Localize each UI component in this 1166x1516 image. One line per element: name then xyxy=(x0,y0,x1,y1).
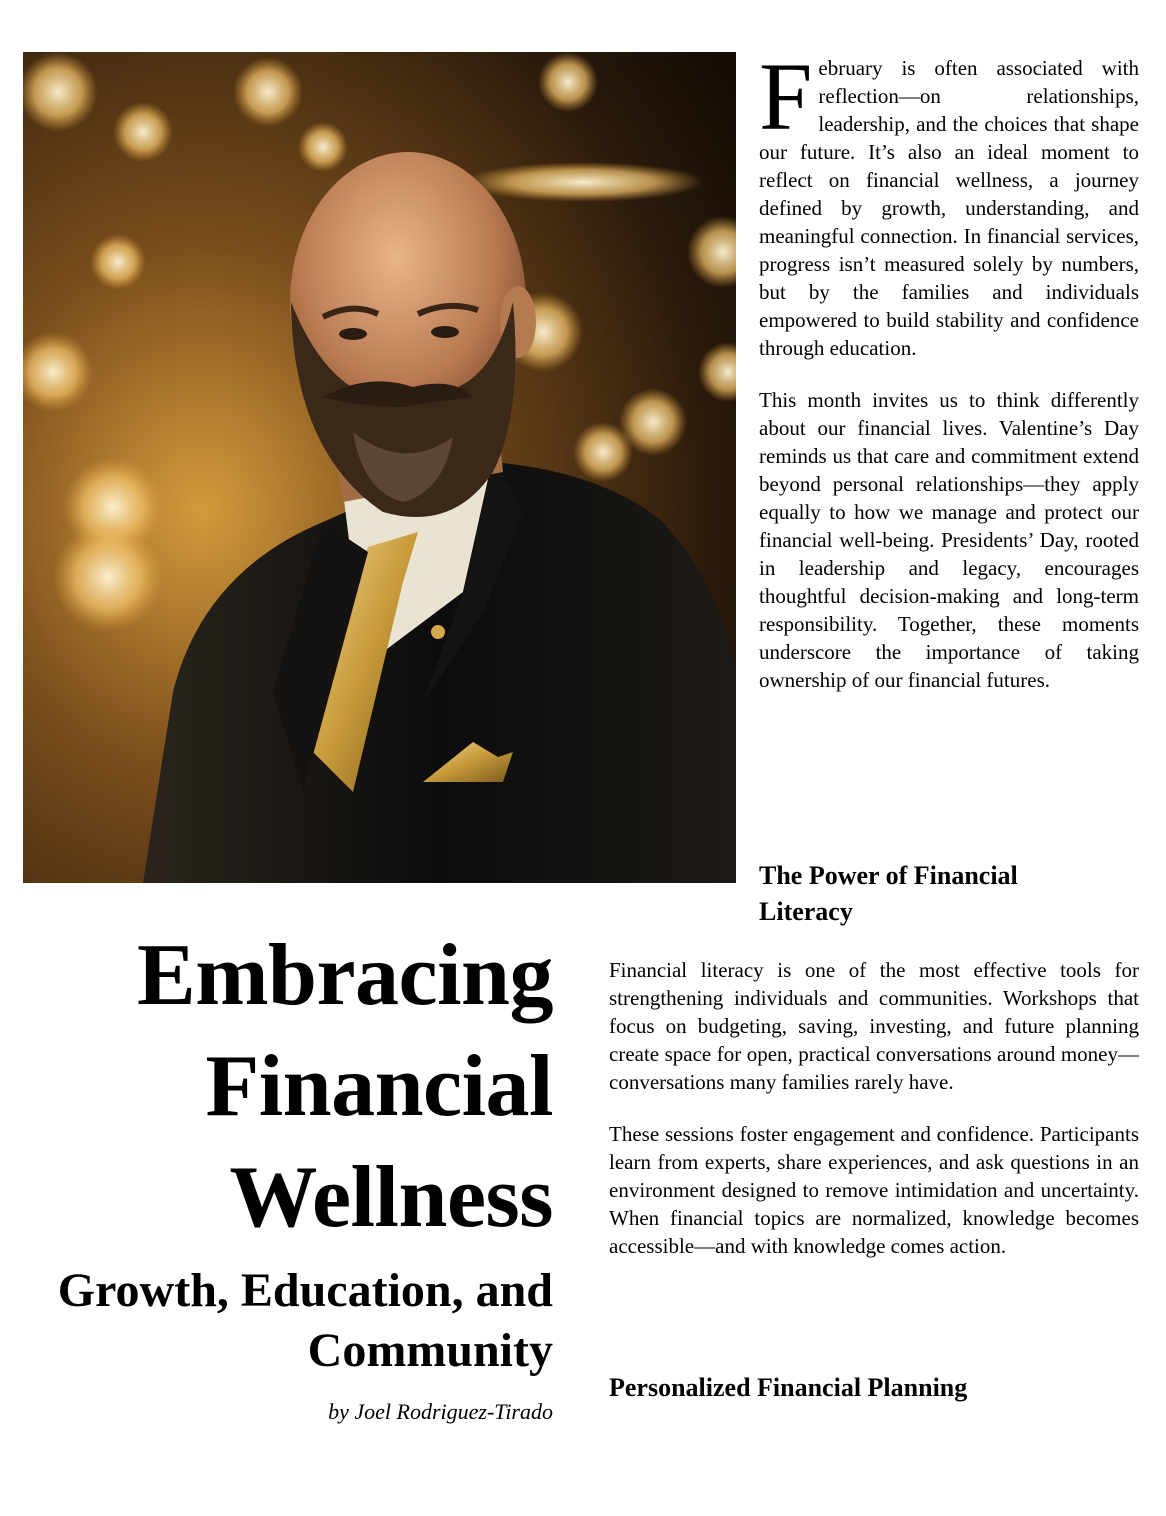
portrait-photo xyxy=(23,52,736,883)
section-heading-financial-literacy: The Power of Financial Literacy xyxy=(759,861,1018,926)
financial-literacy-column xyxy=(609,956,1139,1284)
intro-paragraph-2: This month invites us to think differently about our financial lives. Valentine’s Day reminds us that care and commitment extend beyond personal relationships—they apply equally to how we manage and protect our financial well-being. Presidents’ Day, rooted in leadership and legacy, encourages thoughtful decision-making and long-term responsibility. Together, these moments underscore the importance of taking ownership of our financial futures. xyxy=(759,388,1139,692)
article-subtitle: Growth, Education, and Community xyxy=(57,1264,553,1377)
intro-paragraph-1 xyxy=(759,43,1139,362)
section-heading-personalized-planning: Personalized Financial Planning xyxy=(609,1373,968,1402)
title-line-2: Financial xyxy=(205,1038,553,1135)
intro-paragraph-1-text: ebruary is often associated with reflection—on relationships, leadership, and the choices that shape our future. It’s also an ideal moment to reflect on financial wellness, a journey defined by growth, understanding, and meaningful connection. In financial services, progress isn’t measured solely by numbers, but by the families and individuals empowered to build stability and confidence through education. xyxy=(759,56,1139,360)
article-title xyxy=(20,920,553,1253)
title-line-3: Wellness xyxy=(229,1149,553,1246)
byline: by Joel Rodriguez-Tirado xyxy=(328,1399,553,1424)
literacy-paragraph-2: These sessions foster engagement and confidence. Participants learn from experts, share experiences, and ask questions in an environment designed to remove intimidation and uncertainty. When financial topics are normalized, knowledge becomes accessible—and with knowledge comes action. xyxy=(609,1122,1139,1258)
title-line-1: Embracing xyxy=(137,927,553,1024)
literacy-paragraph-1: Financial literacy is one of the most effective tools for strengthening individuals and communities. Workshops that focus on budgeting, saving, investing, and future planning create space for open, practical conversations around money—conversations many families rarely have. xyxy=(609,958,1139,1094)
title-block xyxy=(20,920,553,1427)
dropcap: F xyxy=(759,43,813,150)
intro-column xyxy=(759,43,1139,718)
